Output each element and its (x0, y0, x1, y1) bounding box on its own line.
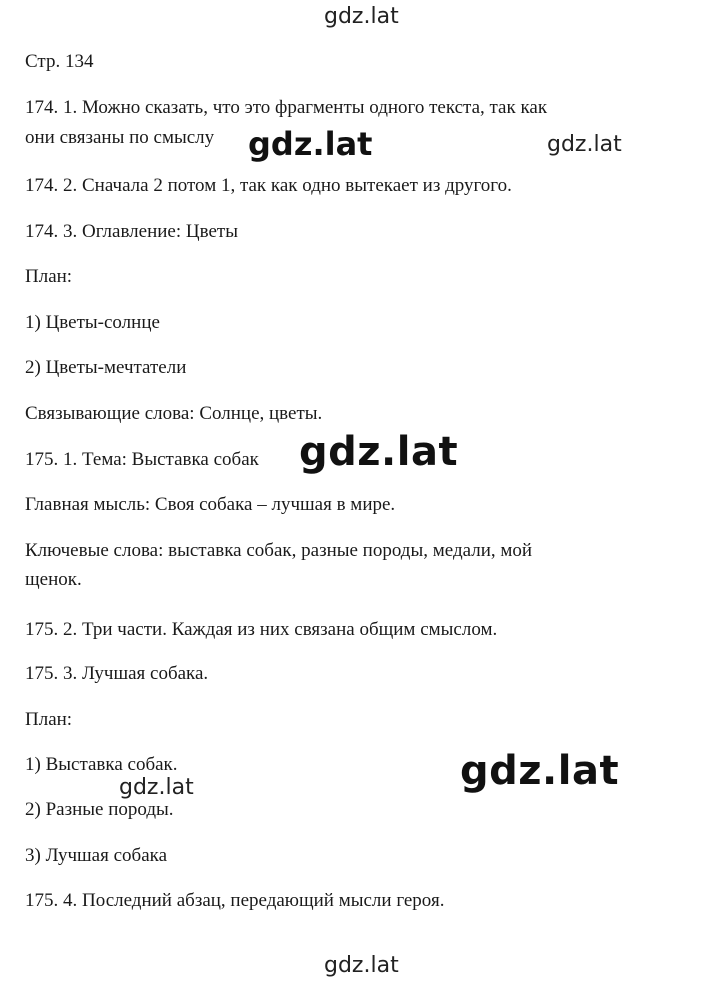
text-line: 174. 2. Сначала 2 потом 1, так как одно вытекает из другого. (25, 175, 512, 196)
text-line: Связывающие слова: Солнце, цветы. (25, 403, 323, 424)
text-line: 2) Цветы-мечтатели (25, 357, 187, 378)
text-line: Главная мысль: Своя собака – лучшая в мире. (25, 494, 396, 515)
text-line: 174. 1. Можно сказать, что это фрагменты одного текста, так как (25, 97, 548, 118)
watermark-right-large: gdz.lat (460, 748, 620, 794)
watermark-center: gdz.lat (299, 429, 459, 475)
text-line: 175. 1. Тема: Выставка собак (25, 449, 259, 470)
text-line: щенок. (25, 569, 82, 590)
text-line: 175. 2. Три части. Каждая из них связана общим смыслом. (25, 619, 498, 640)
watermark-top: gdz.lat (324, 4, 399, 29)
watermark-bottom: gdz.lat (324, 953, 399, 978)
watermark-inline-1: gdz.lat (248, 125, 373, 163)
page-number: Стр. 134 (25, 51, 94, 72)
text-line: 2) Разные породы. (25, 799, 174, 820)
text-line: 175. 3. Лучшая собака. (25, 663, 209, 684)
text-line: План: (25, 266, 73, 287)
text-line: 1) Цветы-солнце (25, 312, 160, 333)
text-line: 175. 4. Последний абзац, передающий мысли героя. (25, 890, 445, 911)
text-line: они связаны по смыслу (25, 127, 215, 148)
text-line: 174. 3. Оглавление: Цветы (25, 221, 238, 242)
text-line: План: (25, 709, 73, 730)
text-line: 1) Выставка собак. (25, 754, 178, 775)
text-line: 3) Лучшая собака (25, 845, 168, 866)
text-line: Ключевые слова: выставка собак, разные породы, медали, мой (25, 540, 533, 561)
watermark-small-left: gdz.lat (119, 775, 194, 800)
watermark-right: gdz.lat (547, 132, 622, 157)
